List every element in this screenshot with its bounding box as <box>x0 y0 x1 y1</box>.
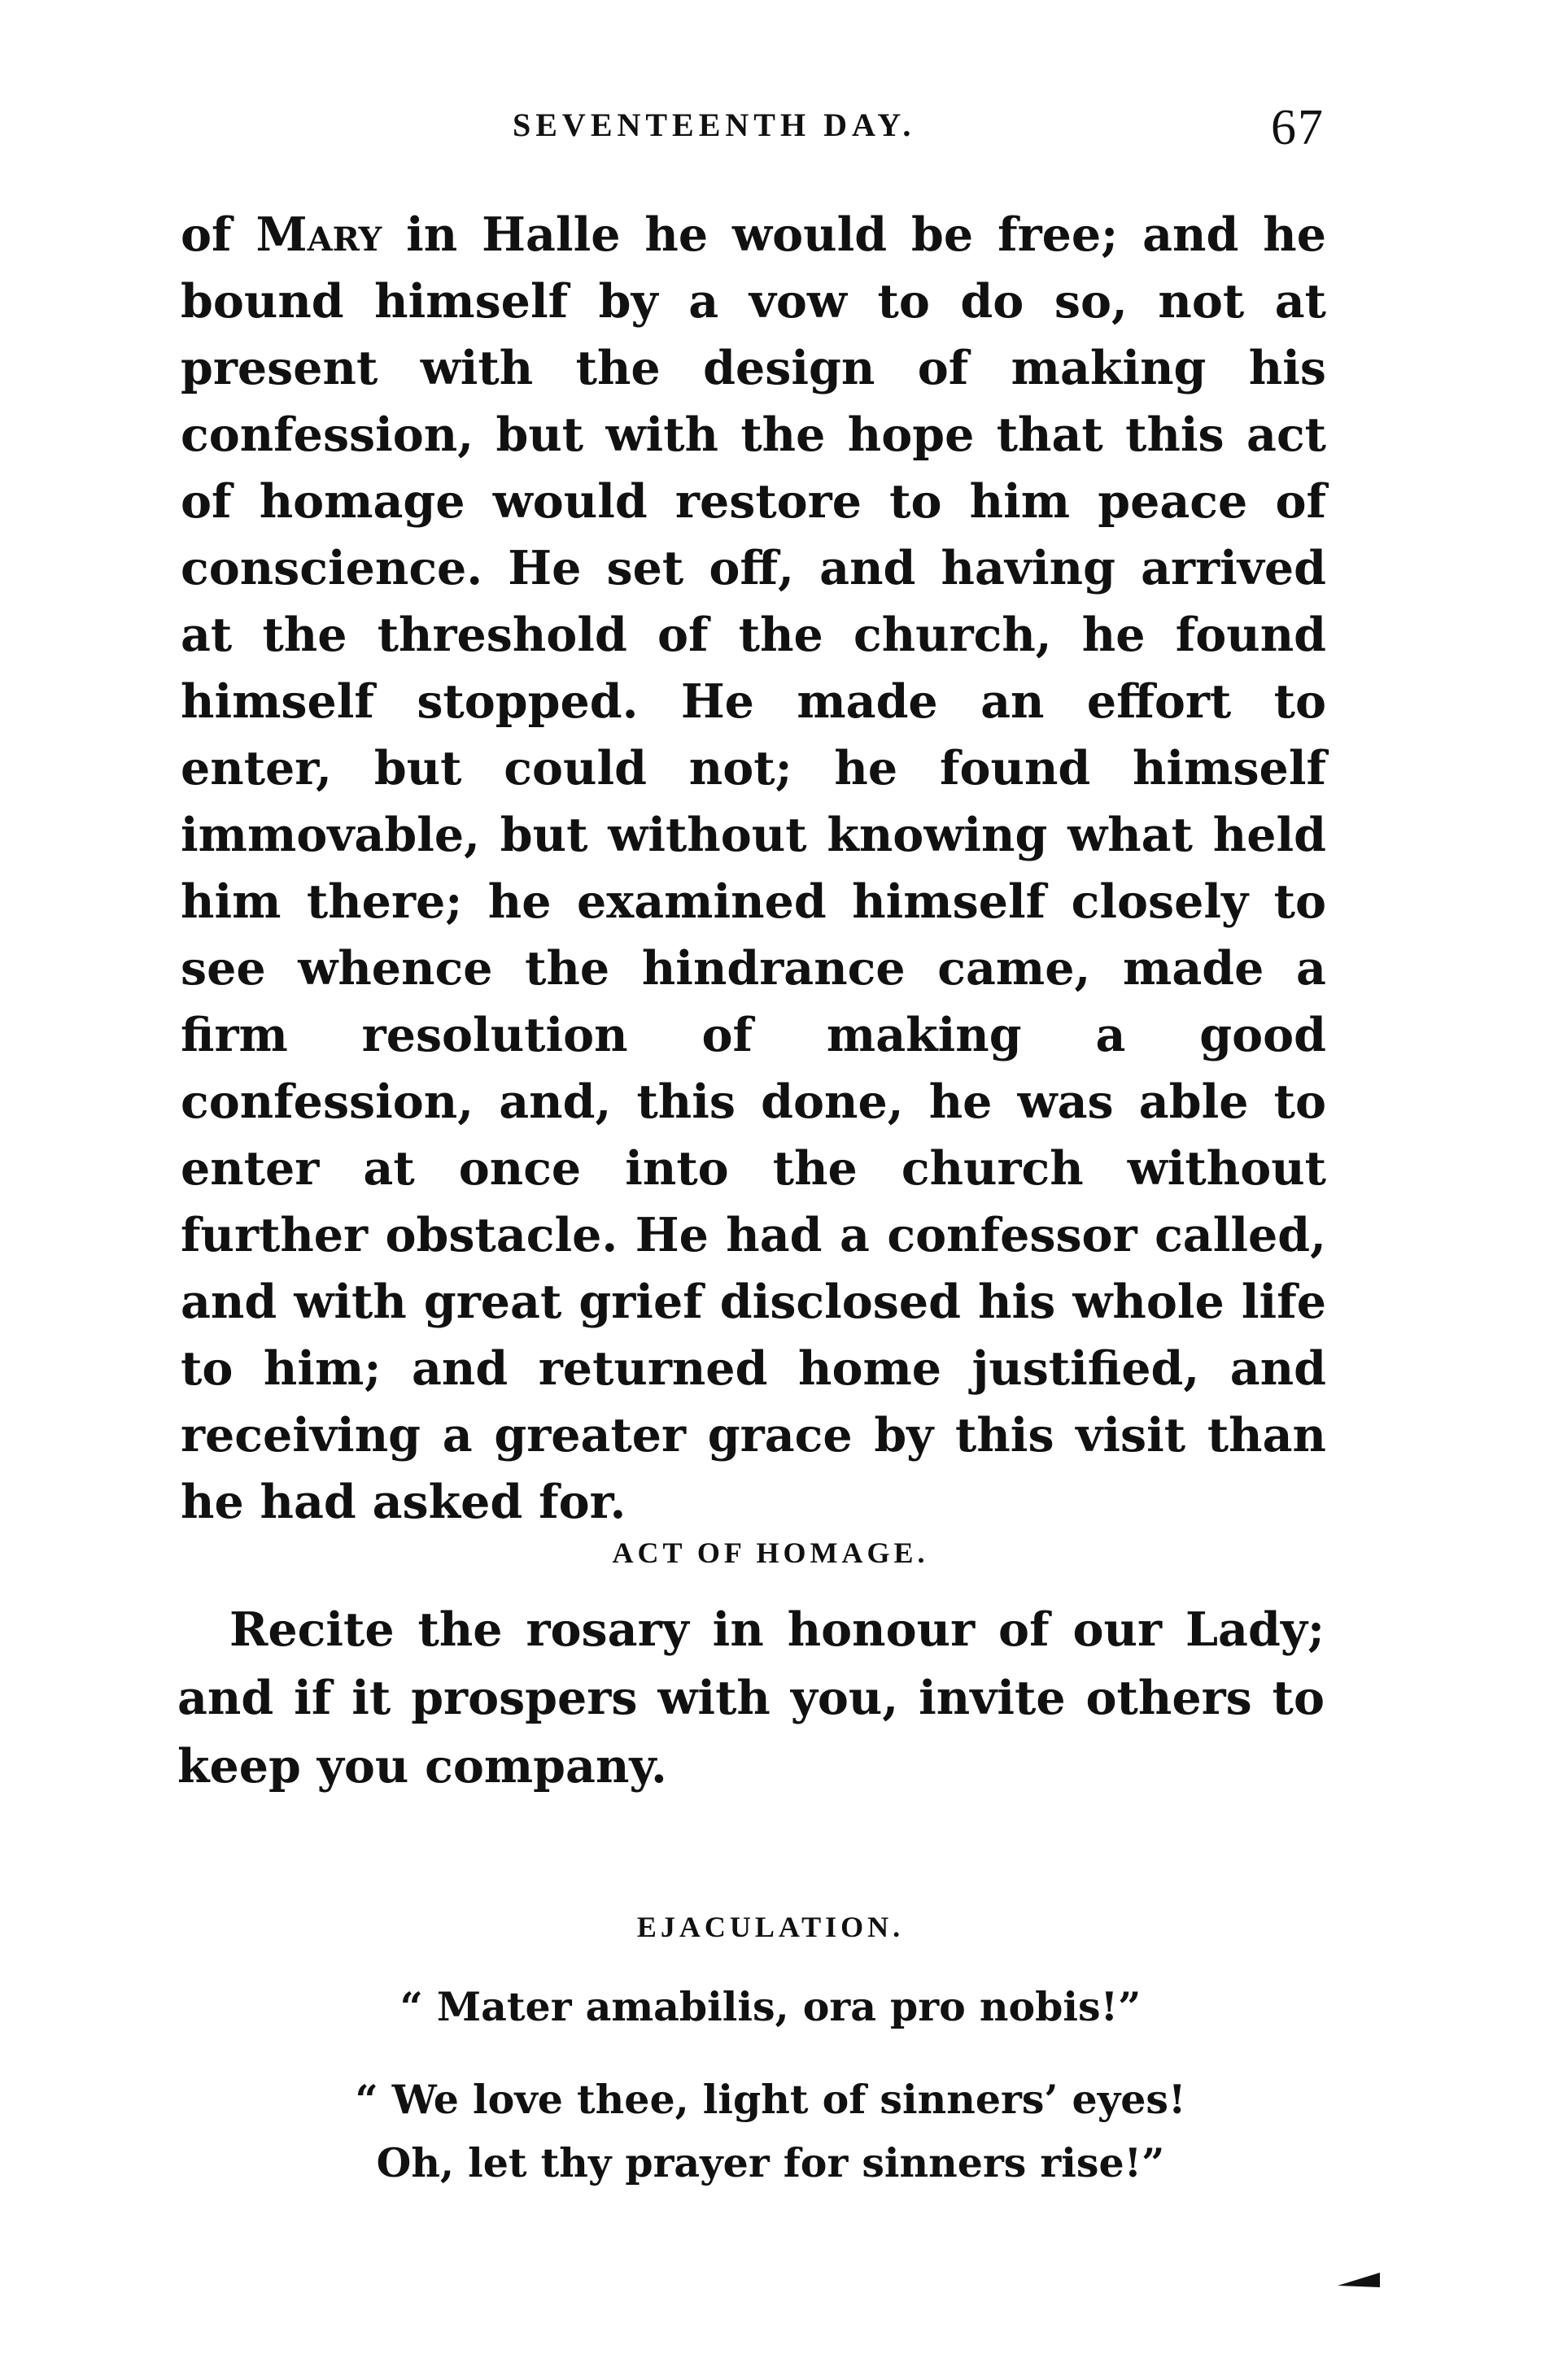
latin-ejaculation: “ Mater amabilis, ora pro nobis!” <box>399 1983 1142 2030</box>
paragraph-text: in Halle he would be free; and he bound himself by a vow to do so, not at present with the design of making his confession, but with the hope that this act of homage would restore to him peace of conscience. He set off, and having arrived at the threshold of the church, he found himself stopped. He made an effort to enter, but could not; he found himself immovable, but without knowing what held him there; he examined himself closely to see whence the hindrance came, made a firm resolution of making a good confession, and, this done, he was able to enter at once into the church without further obstacle. He had a confessor called, and with great grief disclosed his whole life to him; and returned home justified, and receiving a greater grace by this visit than he had asked for. <box>181 207 1326 1529</box>
body-paragraph <box>181 202 1326 1536</box>
act-of-homage-heading: ACT OF HOMAGE. <box>612 1537 929 1569</box>
lead-word: of <box>181 207 256 262</box>
verse-line-1: “ We love thee, light of sinners’ eyes! <box>355 2076 1186 2123</box>
verse-line-2: Oh, let thy prayer for sinners rise!” <box>376 2139 1165 2186</box>
running-head: SEVENTEENTH DAY. <box>513 107 916 143</box>
ejaculation-heading: EJACULATION. <box>636 1911 905 1943</box>
act-of-homage-text: Recite the rosary in honour of our Lady; and if it prospers with you, invite others to keep you company. <box>177 1602 1325 1794</box>
page-number: 67 <box>1271 100 1325 155</box>
ornament-mark <box>1336 2269 1382 2289</box>
name-smallcaps: Mary <box>255 207 382 262</box>
